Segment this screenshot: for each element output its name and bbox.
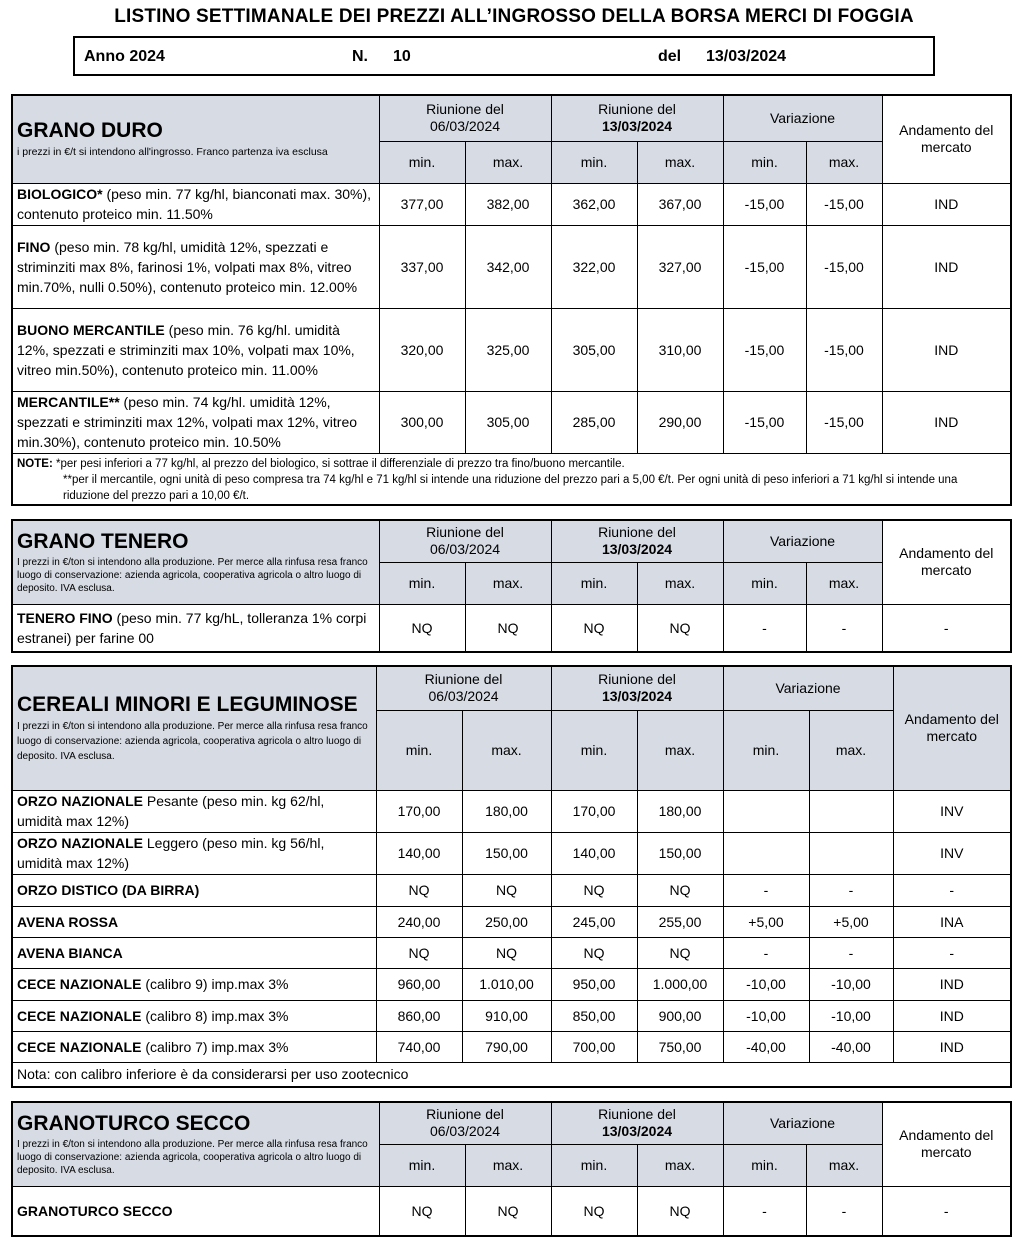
price-cell: 322,00: [551, 225, 637, 308]
price-cell: -10,00: [723, 1000, 809, 1031]
min-header: min.: [551, 141, 637, 183]
min-header: min.: [723, 562, 806, 604]
price-cell: 180,00: [462, 790, 551, 832]
price-cell: NQ: [379, 1186, 465, 1236]
prev-meeting-header: Riunione del 06/03/2024: [376, 666, 551, 710]
table-row: [12, 308, 1011, 391]
price-cell: 290,00: [637, 391, 723, 453]
table-row: [12, 906, 1011, 937]
andamento-header: Andamento del mercato: [882, 1102, 1011, 1186]
price-cell: 1.010,00: [462, 968, 551, 1000]
price-cell: -10,00: [723, 968, 809, 1000]
max-header: max.: [637, 1144, 723, 1186]
price-cell: NQ: [551, 604, 637, 652]
price-cell: -40,00: [723, 1031, 809, 1062]
price-cell: NQ: [376, 874, 462, 906]
price-cell: NQ: [376, 937, 462, 968]
price-cell: 140,00: [551, 832, 637, 874]
min-header: min.: [723, 141, 806, 183]
curr-meeting-header: Riunione del 13/03/2024: [551, 1102, 723, 1144]
price-cell: NQ: [462, 937, 551, 968]
section-title: CEREALI MINORI E LEGUMINOSE: [17, 692, 358, 716]
price-cell: IND: [893, 968, 1011, 1000]
product-description: ORZO NAZIONALE Pesante (peso min. kg 62/hl, umidità max 12%): [12, 790, 376, 832]
product-description: CECE NAZIONALE (calibro 7) imp.max 3%: [12, 1031, 376, 1062]
price-cell: 382,00: [465, 183, 551, 225]
section-note: I prezzi in €/ton si intendono alla produzione. Per merce alla rinfusa resa franco luogo di conservazione: azienda agricola, cooperativa agricola o altro luogo di deposito. IVA esclusa.: [17, 1138, 368, 1176]
price-cell: -: [893, 874, 1011, 906]
price-cell: -: [723, 937, 809, 968]
max-header: max.: [637, 710, 723, 790]
max-header: max.: [465, 562, 551, 604]
max-header: max.: [806, 562, 882, 604]
product-description: FINO (peso min. 78 kg/hl, umidità 12%, spezzati e striminziti max 8%, farinosi 1%, volpati max 8%, vitreo min.70%, nulli 0.50%), contenuto proteico min. 12.00%: [12, 225, 379, 308]
product-description: ORZO DISTICO (DA BIRRA): [12, 874, 376, 906]
variazione-header: Variazione: [723, 1102, 882, 1144]
cereali-minori-table: [11, 665, 1012, 1088]
table-row: [12, 874, 1011, 906]
table-row: [12, 1031, 1011, 1062]
price-cell: 300,00: [379, 391, 465, 453]
product-description: GRANOTURCO SECCO: [12, 1186, 379, 1236]
andamento-header: Andamento del mercato: [893, 666, 1011, 790]
andamento-header: Andamento del mercato: [882, 520, 1011, 604]
price-cell: 960,00: [376, 968, 462, 1000]
price-cell: 367,00: [637, 183, 723, 225]
price-cell: 310,00: [637, 308, 723, 391]
product-description: AVENA BIANCA: [12, 937, 376, 968]
product-description: BIOLOGICO* (peso min. 77 kg/hl, bianconati max. 30%), contenuto proteico min. 11.50%: [12, 183, 379, 225]
price-cell: -15,00: [723, 183, 806, 225]
section-title: GRANO TENERO: [17, 529, 189, 553]
curr-meeting-header: Riunione del 13/03/2024: [551, 666, 723, 710]
section-title: GRANO DURO: [17, 119, 163, 143]
table-row: [12, 832, 1011, 874]
price-cell: 860,00: [376, 1000, 462, 1031]
min-header: min.: [723, 1144, 806, 1186]
price-cell: -15,00: [806, 308, 882, 391]
price-cell: NQ: [551, 874, 637, 906]
product-description: ORZO NAZIONALE Leggero (peso min. kg 56/hl, umidità max 12%): [12, 832, 376, 874]
price-cell: -: [723, 874, 809, 906]
max-header: max.: [465, 1144, 551, 1186]
price-cell: -: [723, 604, 806, 652]
product-description: AVENA ROSSA: [12, 906, 376, 937]
table-row: [12, 1186, 1011, 1236]
section-heading: [12, 1102, 379, 1186]
product-description: TENERO FINO (peso min. 77 kg/hL, tolleranza 1% corpi estranei) per farine 00: [12, 604, 379, 652]
granoturco-table: [11, 1101, 1012, 1237]
price-cell: -: [809, 874, 893, 906]
price-cell: NQ: [637, 604, 723, 652]
price-cell: 327,00: [637, 225, 723, 308]
prev-meeting-header: Riunione del 06/03/2024: [379, 95, 551, 141]
price-cell: 377,00: [379, 183, 465, 225]
listino-date: 13/03/2024: [706, 48, 787, 65]
table-row: [12, 604, 1011, 652]
price-cell: 1.000,00: [637, 968, 723, 1000]
min-header: min.: [379, 562, 465, 604]
price-cell: -15,00: [723, 391, 806, 453]
price-cell: 140,00: [376, 832, 462, 874]
price-cell: -: [893, 937, 1011, 968]
price-cell: -10,00: [809, 1000, 893, 1031]
price-cell: NQ: [465, 1186, 551, 1236]
curr-meeting-header: Riunione del 13/03/2024: [551, 95, 723, 141]
price-cell: IND: [893, 1000, 1011, 1031]
price-cell: [723, 790, 809, 832]
table-row: [12, 183, 1011, 225]
price-cell: IND: [893, 1031, 1011, 1062]
max-header: max.: [462, 710, 551, 790]
price-cell: NQ: [637, 874, 723, 906]
price-cell: NQ: [551, 937, 637, 968]
table-row: [12, 968, 1011, 1000]
section-note: i prezzi in €/t si intendono all'ingrosso. Franco partenza iva esclusa: [17, 146, 328, 159]
section-note: I prezzi in €/ton si intendono alla produzione. Per merce alla rinfusa resa franco luogo di conservazione: azienda agricola, cooperativa agricola o altro luogo di deposito. IVA esclusa.: [17, 720, 368, 762]
price-cell: 850,00: [551, 1000, 637, 1031]
price-cell: 337,00: [379, 225, 465, 308]
price-cell: -: [809, 937, 893, 968]
cereali-footnote: Nota: con calibro inferiore è da considerarsi per uso zootecnico: [12, 1062, 1011, 1087]
max-header: max.: [806, 1144, 882, 1186]
price-cell: +5,00: [809, 906, 893, 937]
variazione-header: Variazione: [723, 95, 882, 141]
price-cell: -: [806, 1186, 882, 1236]
price-cell: 150,00: [462, 832, 551, 874]
price-cell: 950,00: [551, 968, 637, 1000]
variazione-header: Variazione: [723, 666, 893, 710]
andamento-header: Andamento del mercato: [882, 95, 1011, 183]
section-heading: [12, 666, 376, 790]
price-cell: -: [723, 1186, 806, 1236]
min-header: min.: [551, 1144, 637, 1186]
section-heading: [12, 520, 379, 604]
price-cell: NQ: [637, 937, 723, 968]
price-cell: NQ: [462, 874, 551, 906]
curr-meeting-header: Riunione del 13/03/2024: [551, 520, 723, 562]
price-cell: +5,00: [723, 906, 809, 937]
price-cell: 255,00: [637, 906, 723, 937]
section-title: GRANOTURCO SECCO: [17, 1111, 251, 1135]
numero-label: N.: [352, 48, 368, 65]
price-cell: [809, 832, 893, 874]
price-cell: 170,00: [376, 790, 462, 832]
min-header: min.: [551, 710, 637, 790]
price-cell: IND: [882, 308, 1011, 391]
min-header: min.: [723, 710, 809, 790]
table-row: [12, 790, 1011, 832]
price-cell: 320,00: [379, 308, 465, 391]
price-cell: -15,00: [723, 225, 806, 308]
price-cell: -10,00: [809, 968, 893, 1000]
price-cell: 750,00: [637, 1031, 723, 1062]
price-cell: IND: [882, 391, 1011, 453]
del-label: del: [658, 48, 682, 65]
section-note: I prezzi in €/ton si intendono alla produzione. Per merce alla rinfusa resa franco luogo di conservazione: azienda agricola, cooperativa agricola o altro luogo di deposito. IVA esclusa.: [17, 556, 368, 594]
price-cell: NQ: [637, 1186, 723, 1236]
price-cell: NQ: [465, 604, 551, 652]
price-cell: -15,00: [723, 308, 806, 391]
numero-value: 10: [393, 48, 411, 65]
max-header: max.: [637, 141, 723, 183]
price-cell: -40,00: [809, 1031, 893, 1062]
price-cell: 250,00: [462, 906, 551, 937]
price-cell: -15,00: [806, 183, 882, 225]
table-row: [12, 1000, 1011, 1031]
price-cell: NQ: [551, 1186, 637, 1236]
price-cell: [809, 790, 893, 832]
price-cell: 245,00: [551, 906, 637, 937]
price-cell: 910,00: [462, 1000, 551, 1031]
price-cell: INV: [893, 832, 1011, 874]
grano-duro-table: [11, 94, 1012, 506]
price-cell: 180,00: [637, 790, 723, 832]
price-cell: 790,00: [462, 1031, 551, 1062]
table-row: [12, 225, 1011, 308]
price-cell: 305,00: [465, 391, 551, 453]
price-cell: -: [806, 604, 882, 652]
price-cell: INA: [893, 906, 1011, 937]
price-cell: [723, 832, 809, 874]
price-cell: 305,00: [551, 308, 637, 391]
min-header: min.: [379, 141, 465, 183]
price-cell: -15,00: [806, 391, 882, 453]
product-description: CECE NAZIONALE (calibro 9) imp.max 3%: [12, 968, 376, 1000]
price-cell: 900,00: [637, 1000, 723, 1031]
section-heading: [12, 95, 379, 183]
price-cell: -: [882, 1186, 1011, 1236]
min-header: min.: [376, 710, 462, 790]
price-cell: INV: [893, 790, 1011, 832]
anno-label: Anno 2024: [84, 48, 165, 65]
max-header: max.: [806, 141, 882, 183]
price-cell: IND: [882, 183, 1011, 225]
price-cell: 170,00: [551, 790, 637, 832]
page-title: LISTINO SETTIMANALE DEI PREZZI ALL’INGROSSO DELLA BORSA MERCI DI FOGGIA: [114, 6, 914, 27]
product-description: MERCANTILE** (peso min. 74 kg/hl. umidità 12%, spezzati e striminziti max 12%, volpati max 12%, vitreo min.30%), contenuto proteico min. 10.50%: [12, 391, 379, 453]
product-description: BUONO MERCANTILE (peso min. 76 kg/hl. umidità 12%, spezzati e striminziti max 10%, volpati max 10%, vitreo min.50%), contenuto proteico min. 11.00%: [12, 308, 379, 391]
price-cell: 700,00: [551, 1031, 637, 1062]
max-header: max.: [637, 562, 723, 604]
price-cell: -: [882, 604, 1011, 652]
price-cell: 342,00: [465, 225, 551, 308]
price-cell: 240,00: [376, 906, 462, 937]
price-cell: NQ: [379, 604, 465, 652]
table-row: [12, 391, 1011, 453]
table-row: [12, 937, 1011, 968]
variazione-header: Variazione: [723, 520, 882, 562]
min-header: min.: [551, 562, 637, 604]
min-header: min.: [379, 1144, 465, 1186]
price-cell: 150,00: [637, 832, 723, 874]
price-cell: 740,00: [376, 1031, 462, 1062]
prev-meeting-header: Riunione del 06/03/2024: [379, 520, 551, 562]
grano-tenero-table: [11, 519, 1012, 653]
price-cell: 325,00: [465, 308, 551, 391]
price-cell: 362,00: [551, 183, 637, 225]
price-cell: IND: [882, 225, 1011, 308]
prev-meeting-header: Riunione del 06/03/2024: [379, 1102, 551, 1144]
product-description: CECE NAZIONALE (calibro 8) imp.max 3%: [12, 1000, 376, 1031]
max-header: max.: [465, 141, 551, 183]
price-cell: -15,00: [806, 225, 882, 308]
max-header: max.: [809, 710, 893, 790]
grano-duro-footnote: NOTE: *per pesi inferiori a 77 kg/hl, al prezzo del biologico, si sottrae il differenziale di prezzo tra fino/buono mercantile. **per il mercantile, ogni unità di peso compresa tra 74 kg/hl e 71 kg/hl si intende una riduzione del prezzo pari a 5,00 €/t. Per ogni unità di peso inferiori a 71 kg/hl si intende una riduzione del prezzo pari a 10,00 €/t.: [12, 453, 1011, 505]
price-cell: 285,00: [551, 391, 637, 453]
listino-header-box: [73, 36, 935, 76]
